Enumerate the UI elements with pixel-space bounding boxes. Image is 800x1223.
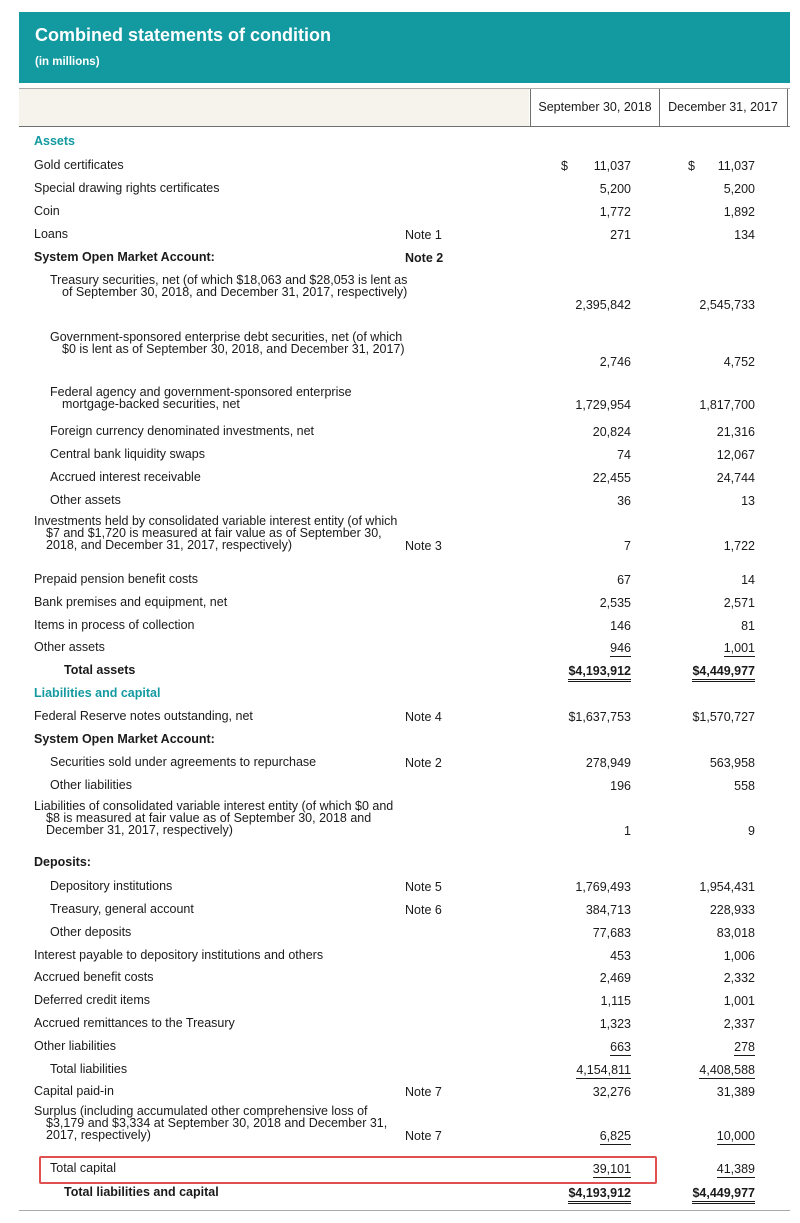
value-sep-2018: 32,276 [592,1085,631,1099]
column-header-dec-2017: December 31, 2017 [659,89,788,126]
value-dec-2017: 9 [748,824,755,838]
value-sep-2018: 6,825 [599,1129,631,1143]
row-label: Prepaid pension benefit costs [34,572,198,586]
value-sep-2018: 1,772 [599,205,631,219]
value-sep-2018: 77,683 [592,926,631,940]
row-label: Other liabilities [34,1039,116,1053]
value-sep-2018: 453 [610,949,631,963]
row-label: Deposits: [34,855,91,869]
row-label: Liabilities and capital [34,686,161,700]
row-label: Items in process of collection [34,618,195,632]
value-sep-2018: $4,193,912 [568,664,631,682]
value-dec-2017: 558 [734,779,755,793]
value-sep-2018: 7 [624,539,631,553]
value-dec-2017: 1,006 [723,949,755,963]
dollar-sign: $ [688,159,695,173]
note-reference: Note 1 [405,228,442,242]
value-dec-2017: 24,744 [716,471,755,485]
value-dec-2017: 134 [734,228,755,242]
row-label: System Open Market Account: [34,732,215,746]
row-label: Federal Reserve notes outstanding, net [34,709,253,723]
total-capital-highlight-box [39,1156,657,1184]
row-label: Surplus (including accumulated other comprehensive loss of $3,179 and $3,334 at September 30, 2018 and December 31, 2017, respectively) [34,1104,388,1142]
value-sep-2018: 1,115 [600,994,631,1008]
value-sep-2018: 67 [617,573,631,587]
value-sep-2018: 1,729,954 [575,398,631,412]
row-label: Gold certificates [34,158,124,172]
value-sep-2018: 39,101 [592,1162,631,1176]
note-reference: Note 4 [405,710,442,724]
value-dec-2017: $4,449,977 [692,1186,755,1204]
row-label: Securities sold under agreements to repurchase [50,755,317,769]
value-dec-2017: 13 [741,494,755,508]
value-dec-2017: 4,408,588 [699,1063,755,1077]
row-label: Deferred credit items [34,993,151,1007]
row-label: Treasury, general account [50,902,194,916]
value-sep-2018: 5,200 [599,182,631,196]
value-sep-2018: 196 [610,779,631,793]
value-dec-2017: 1,892 [723,205,755,219]
value-dec-2017: 1,817,700 [699,398,755,412]
value-dec-2017: 2,545,733 [699,298,755,312]
value-dec-2017: 5,200 [723,182,755,196]
value-sep-2018: 1,323 [599,1017,631,1031]
value-sep-2018: 74 [617,448,631,462]
note-reference: Note 2 [405,756,442,770]
value-sep-2018: 1 [624,824,631,838]
value-sep-2018: 384,713 [585,903,631,917]
value-sep-2018: 36 [617,494,631,508]
value-dec-2017: 278 [734,1040,755,1054]
note-reference: Note 5 [405,880,442,894]
value-dec-2017: 2,337 [723,1017,755,1031]
row-label: Total assets [64,663,136,677]
divider [19,126,790,127]
value-sep-2018: 1,769,493 [575,880,631,894]
row-label: Accrued interest receivable [50,470,201,484]
row-label: Central bank liquidity swaps [50,447,205,461]
row-label: Loans [34,227,69,241]
row-label: Interest payable to depository institutions and others [34,948,324,962]
value-dec-2017: 1,722 [723,539,755,553]
value-sep-2018: 4,154,811 [576,1063,631,1077]
value-dec-2017: 4,752 [723,355,755,369]
value-dec-2017: 14 [741,573,755,587]
value-sep-2018: 946 [610,641,631,655]
value-dec-2017: 12,067 [716,448,755,462]
dollar-sign: $ [561,159,568,173]
row-label: Other liabilities [50,778,132,792]
statement-title-banner [19,12,790,83]
column-header-sep-2018: September 30, 2018 [530,89,660,126]
row-label: Other deposits [50,925,132,939]
row-label: Investments held by consolidated variable interest entity (of which $7 and $1,720 is measured at fair value as of September 30, 2018, and December 31, 2017, respectively) [34,514,398,552]
value-sep-2018: 11,037 [593,159,631,173]
row-label: Foreign currency denominated investments, net [50,424,315,438]
value-dec-2017: 1,954,431 [699,880,755,894]
value-sep-2018: 278,949 [585,756,631,770]
value-sep-2018: 22,455 [592,471,631,485]
row-label: Capital paid-in [34,1084,114,1098]
row-label: Depository institutions [50,879,173,893]
value-dec-2017: $4,449,977 [692,664,755,682]
row-label: Other assets [34,640,105,654]
row-label: Treasury securities, net (of which $18,063 and $28,053 is lent as of September 30, 2018, and December 31, 2017, respectively) [50,273,408,299]
header-shade [19,89,529,126]
value-sep-2018: $4,193,912 [568,1186,631,1204]
row-label: Coin [34,204,60,218]
value-sep-2018: 2,535 [599,596,631,610]
value-sep-2018: $1,637,753 [568,710,631,724]
row-label: Other assets [50,493,121,507]
value-dec-2017: 11,037 [717,159,755,173]
row-label: Bank premises and equipment, net [34,595,228,609]
row-label: Accrued benefit costs [34,970,154,984]
value-sep-2018: 2,395,842 [575,298,631,312]
row-label: Government-sponsored enterprise debt securities, net (of which $0 is lent as of September 30, 2018, and December 31, 2017) [50,330,405,356]
note-reference: Note 2 [405,251,444,265]
row-label: Accrued remittances to the Treasury [34,1016,235,1030]
row-label: Liabilities of consolidated variable interest entity (of which $0 and $8 is measured at fair value as of September 30, 2018 and December 31, 2017, respectively) [34,799,394,837]
value-sep-2018: 271 [610,228,631,242]
note-reference: Note 7 [405,1085,442,1099]
value-sep-2018: 2,746 [599,355,631,369]
value-dec-2017: 2,571 [723,596,755,610]
row-label: Total liabilities and capital [64,1185,219,1199]
value-dec-2017: 563,958 [709,756,755,770]
value-dec-2017: 228,933 [709,903,755,917]
value-dec-2017: 2,332 [723,971,755,985]
statement-title: Combined statements of condition [35,25,332,45]
value-sep-2018: 20,824 [592,425,631,439]
value-sep-2018: 2,469 [599,971,631,985]
value-dec-2017: 81 [741,619,755,633]
value-sep-2018: 146 [610,619,631,633]
value-dec-2017: $1,570,727 [692,710,755,724]
row-label: Total capital [50,1161,117,1175]
note-reference: Note 6 [405,903,442,917]
value-dec-2017: 31,389 [716,1085,755,1099]
value-dec-2017: 1,001 [723,994,755,1008]
row-label: Total liabilities [50,1062,128,1076]
note-reference: Note 3 [405,539,442,553]
row-label: System Open Market Account: [34,250,215,264]
value-dec-2017: 10,000 [716,1129,755,1143]
statement-subtitle: (in millions) [35,56,100,68]
row-label: Assets [34,134,75,148]
value-dec-2017: 21,316 [716,425,755,439]
row-label: Special drawing rights certificates [34,181,220,195]
divider [19,1210,790,1211]
value-sep-2018: 663 [610,1040,631,1054]
value-dec-2017: 83,018 [716,926,755,940]
value-dec-2017: 41,389 [716,1162,755,1176]
note-reference: Note 7 [405,1129,442,1143]
row-label: Federal agency and government-sponsored enterprise mortgage-backed securities, net [50,385,352,411]
value-dec-2017: 1,001 [723,641,755,655]
